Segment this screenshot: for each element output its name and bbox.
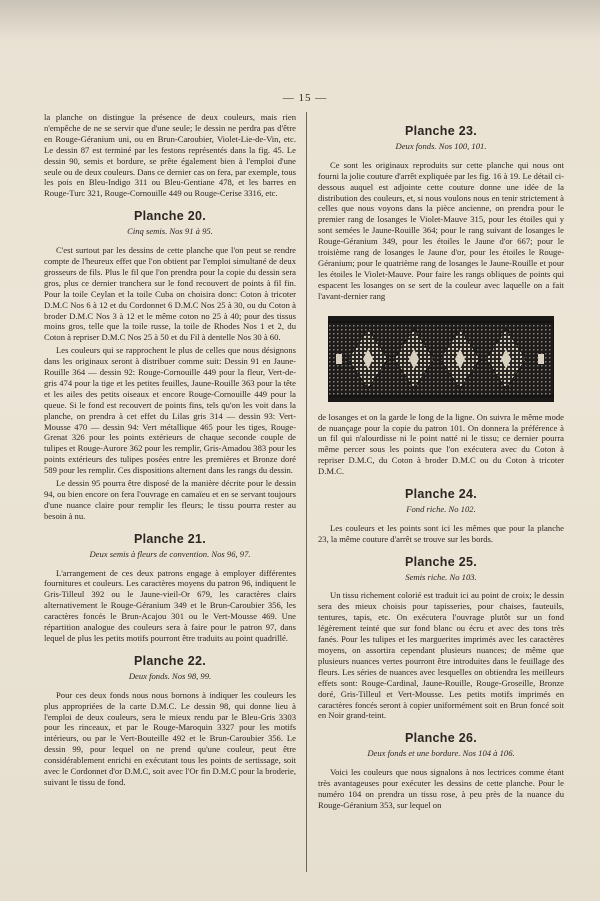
plate-24-subtitle: Fond riche. No 102. bbox=[406, 503, 476, 514]
plate-23-paragraph-2: de losanges et on la garde le long de la ligne. On suivra le même mode de nuançage pour la copie du patron 101. On donnera la préférence à un fil qui n'alourdisse ni le point natté ni le tissu; ce dernier pourra même percer sous les points que l'on exécutera avec du Coton à repriser D.M.C, du Coton à broder D.M.C ou du Coton à tricoter D.M.C. bbox=[318, 411, 564, 477]
plate-24-heading: Planche 24. bbox=[404, 487, 478, 502]
plate-20-heading: Planche 20. bbox=[133, 209, 207, 224]
plate-23-subtitle: Deux fonds. Nos 100, 101. bbox=[395, 140, 487, 151]
page-top-shadow bbox=[0, 0, 600, 40]
plate-25-heading: Planche 25. bbox=[404, 554, 478, 569]
plate-20-subtitle: Cinq semis. Nos 91 à 95. bbox=[127, 226, 213, 237]
plate-21-paragraph: L'arrangement de ces deux patrons engage à employer différentes fournitures et couleurs. Les caractères moyens du patron 96, indiquent le Gris-Tilleul 392 ou le Jaune-vieil-Or 679, les caractères clairs alternativement le Rouge-Géranium 349 et le Brun-Caroubier 356, les caractères foncés le Brun-Acajou 301 ou le Vert-Mousse 469. Une répartition analogue des couleurs sera à faire pour le patron 97, dans lequel de plus les petits motifs pourront être traduits au point quadrillé. bbox=[44, 567, 296, 643]
plate-20-paragraph-1: C'est surtout par les dessins de cette planche que l'on peut se rendre compte de l'heureux effet que l'on obtient par l'emploi simultané de deux grosseurs de fils. Plus le fil que l'on prendra pour la copie du dessin sera gros, plus ce dernier tranchera sur le fond recouvert de points à fil fin. Pour la toile Ceylan et la toile Cuba on choisira donc: Coton à tricoter D.M.C Nos 6 à 12 et du Cordonnet 6 D.M.C Nos 25 à 30, ou du Coton à broder D.M.C Nos 3 à 12 et le même coton no 25 à 40; pour des tissus moins gros, telle que la toile russe, la toile de Rhodes Nos 1 et 2, du Coton à repriser D.M.C Nos 25 à 50 et du Fil à dentelle Nos 30 à 60. bbox=[44, 245, 296, 343]
plate-21-heading: Planche 21. bbox=[133, 531, 207, 546]
intro-paragraph: la planche on distingue la présence de deux couleurs, mais rien n'empêche de ne se servir que d'une seule; le dessin ne perdra pas d'être en Rouge-Géranium uni, ou en Brun-Caroubier, Violet-Lie-de-Vin, etc. Le dessin 87 est terminé par les festons représentés dans la fig. 45. Le dessin 90, semis et bordure, se prête également bien à l'emploi d'une seule ou de deux couleurs. Dans ce dernier cas on fera, par exemple, tous les pois en Bleu-Indigo 311 ou Bleu-Gentiane 478, et les barres en Rouge-Turc 321, Rouge-Cornouille 449 ou Rouge-Cerise 3316, etc. bbox=[44, 112, 296, 199]
plate-25-paragraph: Un tissu richement colorié est traduit ici au point de croix; le dessin sera des mieux choisis pour tapisseries, pour chaises, fauteuils, tentures, tapis, etc. On exécutera l'ouvrage plutôt sur un fond légèrement teinté que sur fond blanc ou écru et avec des tons très fanés. Pour les tulipes et les marguerites imprimés avec les caractères moyens, on assortira cependant plusieurs nuances; de même que plusieurs nuances vertes pourront être introduites dans le feuillage des fleurs. Les séries de nuances avec lesquelles on obtiendra les meilleurs effets sont: Rouge-Cardinal, Jaune-Rouille, Rouge-Groseille, Bronze doré, Gris-Tilleul et Vert-Mousse. Les petits motifs imprimés en caractères foncés seront à copier uniformément soit en Brun foncé soit en Noir grand-teint. bbox=[318, 590, 564, 721]
right-column bbox=[318, 122, 564, 813]
plate-25-subtitle: Semis riche. No 103. bbox=[405, 571, 477, 582]
plate-26-subtitle: Deux fonds et une bordure. Nos 104 à 106. bbox=[367, 748, 515, 759]
plate-23-paragraph-1: Ce sont les originaux reproduits sur cette planche qui nous ont fourni la jolie couture d'arrêt expliquée par les fig. 16 à 19. Le détail ci-dessous auquel est adjointe cette couture donne une idée de la distribution des couleurs, et, si nous voulons nous en tenir strictement à celles que nous voyons dans la pièce ancienne, on prendra pour le premier rang de losanges le Violet-Mauve 315, pour les étoiles qui y sont semées le Jaune-Rouille 364; pour le rang suivant de losanges le Rouge-Géranium 349, pour les étoiles le Jaune d'or 667; pour le troisième rang de losanges le Jaune d'or, pour les étoiles le Rouge-Géranium; pour le quatrième rang de losanges le Jaune-Rouille et pour les étoiles le Violet-Mauve. Pour faire les rangs obliques de points qui espacent les losanges on se sert de la couleur avec laquelle on a fait l'avant-dernier rang bbox=[318, 159, 564, 301]
plate-22-subtitle: Deux fonds. Nos 98, 99. bbox=[128, 670, 212, 681]
plate-22-paragraph: Pour ces deux fonds nous nous bornons à indiquer les couleurs les plus appropriées de la carte D.M.C. Le dessin 98, qui donne lieu à l'emploi de deux couleurs, sera le mieux rendu par le Bleu-Gris 3303 pour les rinceaux, et par le Rouge-Maroquin 3327 pour les motifs intérieurs, ou par le Vert-Bouteille 492 et le Brun-Caroubier 356. Le dessin 99, pour lequel on ne prend qu'une couleur, peut être considérablement enrichi en exécutant tous les points de sertissage, soit avec le Cordonnet d'or D.M.C, soit avec l'Or fin D.M.C pour la broderie, suivant le tissu de fond. bbox=[44, 689, 296, 787]
plate-24-paragraph: Les couleurs et les points sont ici les mêmes que pour la planche 23, la même couture d'arrêt se trouve sur les bords. bbox=[318, 522, 564, 544]
plate-26-heading: Planche 26. bbox=[404, 731, 478, 746]
embroidery-border-illustration bbox=[328, 316, 554, 402]
plate-23-heading: Planche 23. bbox=[404, 124, 478, 138]
plate-20-paragraph-3: Le dessin 95 pourra être disposé de la manière décrite pour le dessin 94, ou bien encore on fera l'ouvrage en camaïeu et en se servant toujours d'une nuance claire pour remplir les fleurs; le tissu pourra rester au besoin à nu. bbox=[44, 478, 296, 521]
plate-22-heading: Planche 22. bbox=[133, 653, 207, 668]
plate-26-paragraph: Voici les couleurs que nous signalons à nos lectrices comme étant très avantageuses pour exécuter les dessins de cette planche. Pour le numéro 104 on prendra un tissu rose, à peu près de la nuance du Rouge-Géranium 353, sur lequel on bbox=[318, 767, 564, 810]
plate-20-paragraph-2: Les couleurs qui se rapprochent le plus de celles que nous désignons dans les originaux seront à distribuer comme suit: Dessin 91 en Jaune-Rouille 364 — dessin 92: Rouge-Cornouille 449 pour la fleur, Vert-de-gris 474 pour la tige et les petites feuilles, Jaune-Rouille 363 pour la tête et les ailes des petits oiseaux et encore Rouge-Cornouille 449 pour la queue. Si le fond est recouvert de points fins, tels qu'on les voit dans la planche, on prendra à cet effet du Lilas gris 314 — dessin 93: Vert-Mousse 470 — dessin 94: Vert métallique 465 pour les tiges, Rouge-Grenat 326 pour les points extérieurs de chaque seconde couple de tulipes et Rouge-Aurore 362 pour les remplir, Gris-Amadou 383 pour les points extérieurs des tulipes posées entre les premières et Bronze doré 589 pour les remplir. Ces dispositions alternent dans les rangs du dessin. bbox=[44, 345, 296, 476]
column-divider bbox=[306, 112, 307, 872]
left-column bbox=[44, 112, 296, 790]
page-number: — 15 — bbox=[282, 92, 328, 104]
plate-21-subtitle: Deux semis à fleurs de convention. Nos 96, 97. bbox=[89, 548, 251, 559]
